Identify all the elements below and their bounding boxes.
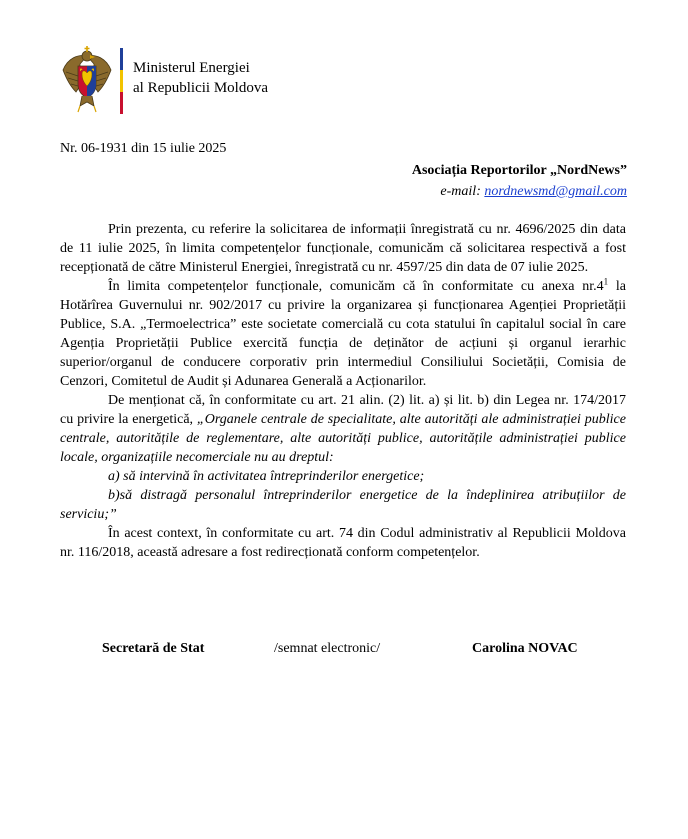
email-label: e-mail:: [440, 184, 485, 199]
quote-item-b: b)să distragă personalul întreprinderilor energetice de la îndeplinirea atribuțiilor de serviciu;”: [60, 488, 626, 522]
paragraph-2-part-b: la Hotărîrea Guvernului nr. 902/2017 cu privire la organizarea și funcționarea Agenției Proprietății Publice, S.A. „Termoelectrica” este societate comercială cu cota statului în capitalul social în care Agenția Proprietății Publice exercită funcția de deținător de acțiuni și organul ierarhic superior/organul de conducere corporativ prin intermediul Consiliului Societății, Comisia de Cenzori, Comitetul de Audit și Adunarea Generală a Acționarilor.: [60, 279, 626, 389]
addressee-organization: Asociația Reportorilor „NordNews”: [411, 163, 627, 178]
coat-of-arms-icon: [60, 46, 114, 116]
flag-red-stripe: [120, 92, 123, 114]
quote-item-a: a) să intervină în activitatea întreprinderilor energetice;: [108, 469, 425, 484]
signatory-role: Secretară de Stat: [102, 641, 205, 656]
paragraph-2: [60, 277, 626, 391]
letter-body: [60, 220, 626, 562]
electronic-signature-note: /semnat electronic/: [274, 641, 381, 656]
email-link[interactable]: nordnewsmd@gmail.com: [484, 184, 627, 199]
addressee-email-line: [412, 181, 627, 202]
paragraph-1: Prin prezenta, cu referire la solicitarea de informații înregistrată cu nr. 4696/2025 din data de 11 iulie 2025, în limita competențelor funcționale, comunicăm că solicitarea respectivă a fost recepționată de către Ministerul Energiei, înregistrată cu nr. 4597/25 din data de 07 iulie 2025.: [60, 222, 626, 275]
signatory-name: Carolina NOVAC: [472, 641, 578, 656]
paragraph-2-part-a: În limita competențelor funcționale, comunicăm că în conformitate cu anexa nr.4: [108, 279, 604, 294]
ministry-line-2: al Republicii Moldova: [133, 80, 268, 96]
reference-number: Nr. 06-1931 din 15 iulie 2025: [60, 141, 227, 156]
paragraph-3: [60, 391, 626, 467]
paragraph-2-superscript: 1: [603, 276, 609, 287]
addressee-block: [412, 160, 627, 202]
ministry-line-1: Ministerul Energiei: [133, 60, 250, 76]
paragraph-3-intro: De menționat că, în conformitate cu art. 21 alin. (2) lit. a) și lit. b) din Legea nr. 174/2017 cu privire la energetică,: [60, 393, 626, 427]
ministry-name: [133, 58, 268, 98]
paragraph-3-quote: „Organele centrale de specialitate, alte autorități ale administrației publice centrale, autoritățile de reglementare, alte autorități publice, autoritățile administrației publice locale, organizațiile necomerciale nu au dreptul:: [60, 412, 626, 465]
flag-yellow-stripe: [120, 70, 123, 92]
flag-tricolor-bar: [120, 48, 123, 114]
paragraph-4: În acest context, în conformitate cu art. 74 din Codul administrativ al Republicii Moldova nr. 116/2018, această adresare a fost redirecționată conform competențelor.: [60, 526, 626, 560]
flag-blue-stripe: [120, 48, 123, 70]
